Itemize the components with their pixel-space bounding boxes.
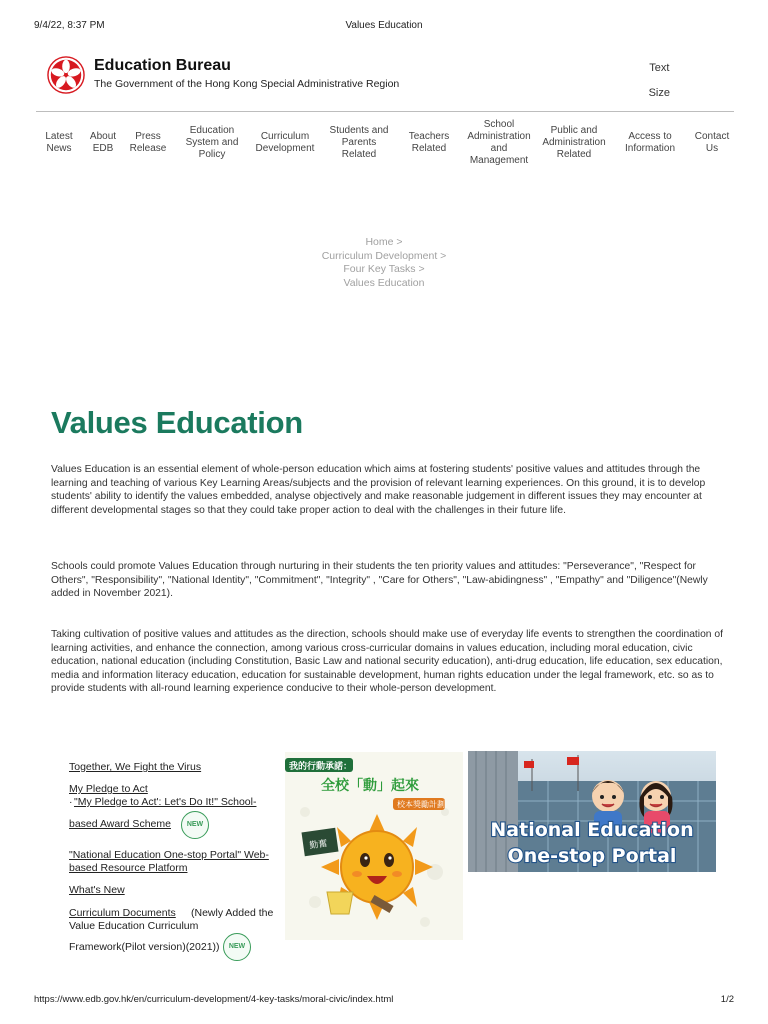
nav-label: Teachers	[408, 131, 450, 142]
nav-school-administration[interactable]	[462, 119, 536, 167]
new-badge-icon: NEW	[181, 811, 209, 839]
intro-paragraph: Values Education is an essential element of whole-person education which aims at fostering students' positive values and attitudes through the learning and teaching of various Key Learning Areas/subjects and the provision of relevant learning experiences. On this ground, it is to develop students' ability to identify the values embedded, analyse objectively and make reasonable judgement in different issues they may encounter at different developmental stages so that they could take proper action to deal with the challenges in their future life.	[51, 464, 706, 516]
print-footer	[34, 994, 734, 1008]
nav-label: Related	[556, 149, 592, 160]
link-national-education-portal[interactable]: "National Education One-stop Portal" Web-	[69, 849, 269, 861]
nav-latest-news[interactable]	[40, 131, 78, 155]
portal-banner-line2: One-stop Portal	[507, 845, 677, 867]
text-size-label-1: Text	[649, 62, 670, 74]
nav-about-edb[interactable]	[84, 131, 122, 155]
curriculum-note: Framework(Pilot version)(2021))	[69, 941, 220, 953]
breadcrumb-home[interactable]: Home >	[365, 236, 403, 248]
text-size-control[interactable]	[649, 56, 670, 106]
nav-label: Information	[624, 143, 676, 154]
nav-label: Related	[411, 143, 447, 154]
banner-line1: 我的行動承諾：	[289, 762, 353, 772]
breadcrumb-current: Values Education	[343, 276, 425, 289]
link-pledge-award-scheme-cont[interactable]: based Award Scheme	[69, 818, 171, 830]
org-name[interactable]: Education Bureau	[94, 57, 231, 74]
nav-label: and	[490, 143, 508, 154]
nav-label: Administration	[467, 131, 531, 142]
curriculum-note: (Newly Added the	[191, 907, 274, 919]
bullet-dot: ·	[69, 796, 73, 808]
breadcrumb	[0, 236, 768, 290]
nav-label: EDB	[92, 143, 114, 154]
nav-label: Administration	[542, 137, 606, 148]
nav-teachers-related[interactable]	[400, 131, 458, 155]
print-date: 9/4/22, 8:37 PM	[34, 20, 105, 31]
nav-contact-us[interactable]	[688, 131, 736, 155]
cultivation-paragraph: Taking cultivation of positive values and attitudes as the direction, schools should make use of everyday life events to strengthen the coordination of learning activities, and enhance the connection, among various cross-curricular domains in values education, including moral education, civic education, national education (including Constitution, Basic Law and national security education), anti-drug education, life education, sex education, media and information literacy education, education for sustainable development, human rights education under the legal framework, etc. so as to provide students with all-round learning experience conducive to their whole-person development.	[51, 629, 723, 695]
nav-label: Access to	[628, 131, 672, 142]
nav-label: Press	[135, 131, 161, 142]
breadcrumb-four-key-tasks[interactable]: Four Key Tasks >	[343, 263, 425, 275]
org-subtitle: The Government of the Hong Kong Special Administrative Region	[94, 78, 400, 90]
main-nav	[36, 115, 736, 175]
nav-public-administration[interactable]	[538, 125, 610, 161]
nav-education-system[interactable]	[176, 125, 248, 161]
nav-label: Parents	[341, 137, 377, 148]
banner-line2: 全校「動」起來	[321, 778, 419, 794]
print-title: Values Education	[345, 20, 423, 31]
nav-label: Students and	[329, 125, 389, 136]
link-pledge-award-scheme[interactable]: "My Pledge to Act': Let's Do It!" School-	[74, 796, 257, 808]
nav-access-to-information[interactable]	[618, 131, 682, 155]
nav-label: News	[46, 143, 72, 154]
nav-label: Management	[469, 155, 529, 166]
nav-students-parents[interactable]	[324, 125, 394, 161]
banner-sub: 校本獎勵計劃	[397, 800, 445, 809]
print-header	[34, 20, 734, 34]
portal-banner-illustration	[468, 751, 716, 872]
nav-label: Policy	[198, 149, 226, 160]
nav-label: Education	[189, 125, 235, 136]
link-my-pledge[interactable]: My Pledge to Act	[69, 783, 148, 795]
portal-banner-line1: National Education	[490, 819, 694, 841]
link-fight-virus[interactable]: Together, We Fight the Virus	[69, 761, 202, 773]
nav-label: System and	[185, 137, 239, 148]
nav-curriculum-development[interactable]	[248, 131, 322, 155]
pledge-banner[interactable]	[285, 752, 463, 940]
nav-label: Latest	[45, 131, 73, 142]
national-education-portal-banner[interactable]	[468, 751, 716, 872]
breadcrumb-curriculum-development[interactable]: Curriculum Development >	[321, 249, 447, 262]
nav-label: School	[483, 119, 515, 130]
curriculum-note: Value Education Curriculum	[69, 920, 199, 932]
pledge-banner-illustration	[285, 752, 463, 940]
print-page-number: 1/2	[720, 994, 734, 1005]
link-curriculum-documents[interactable]: Curriculum Documents	[69, 907, 176, 919]
print-url: https://www.edb.gov.hk/en/curriculum-development/4-key-tasks/moral-civic/index.html	[34, 994, 394, 1005]
new-badge-icon: NEW	[223, 933, 251, 961]
nav-label: Release	[129, 143, 167, 154]
hk-bauhinia-logo-icon[interactable]	[47, 56, 85, 94]
banner-board: 勤奮	[308, 839, 329, 852]
page-title: Values Education	[51, 405, 303, 440]
nav-label: Us	[705, 143, 719, 154]
nav-label: Related	[341, 149, 377, 160]
nav-label: Development	[255, 143, 315, 154]
nav-press-release[interactable]	[126, 131, 170, 155]
nav-label: About	[89, 131, 117, 142]
site-header	[36, 52, 734, 112]
nav-label: Curriculum	[260, 131, 310, 142]
nav-label: Public and	[550, 125, 598, 136]
text-size-label-2: Size	[648, 87, 670, 99]
nav-label: Contact	[694, 131, 730, 142]
priority-values-paragraph: Schools could promote Values Education through nurturing in their students the ten priority values and attitudes: "Perseverance", "Respect for Others", "Responsibility", "National Identity", "Commitment", "Integrity" , "Care for Others", "Law-abidingness" , "Empathy" and "Diligence"(Newly added in November 2021).	[51, 561, 708, 600]
link-whats-new[interactable]: What's New	[69, 884, 125, 896]
link-national-education-portal-cont[interactable]: based Resource Platform	[69, 862, 188, 874]
